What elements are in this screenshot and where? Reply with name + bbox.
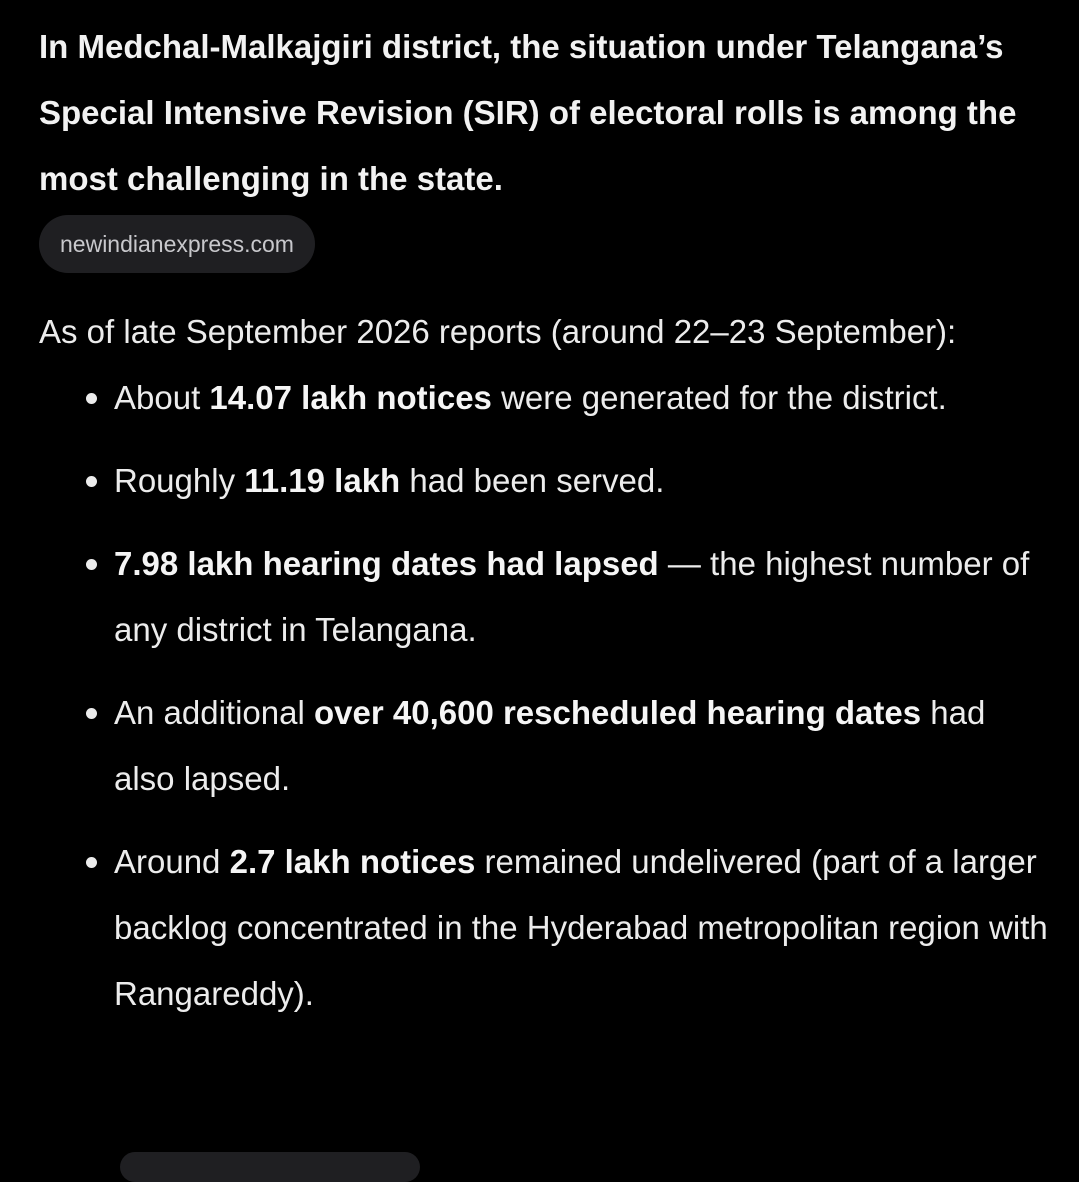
point-pre: An additional [114,694,314,731]
point-post: had also lapsed. [114,694,986,797]
response-content [39,14,1049,1044]
bullet-icon [86,857,97,868]
list-item [39,448,1049,514]
point-post: were generated for the district. [491,379,947,416]
next-source-chip[interactable] [120,1152,420,1182]
list-item [39,365,1049,431]
headline-text: In Medchal-Malkajgiri district, the situation under Telangana’s Special Intensive Revision (SIR) of electoral rolls is among the most challenging in the state. [39,28,1017,197]
list-item [39,829,1049,1027]
list-item [39,531,1049,663]
point-bold: 14.07 lakh notices [209,379,492,416]
bullet-icon [86,708,97,719]
point-post: remained undelivered (part of a larger backlog concentrated in the Hyderabad metropolitan region with Rangareddy). [114,843,1048,1012]
point-bold: 7.98 lakh hearing dates had lapsed [114,545,659,582]
point-pre: Roughly [114,462,245,499]
point-bold: over 40,600 rescheduled hearing dates [313,694,922,731]
intro-text: As of late September 2026 reports (around 22–23 September): [39,313,957,350]
point-post: — the highest number of any district in Telangana. [114,545,1030,648]
source-chip[interactable]: newindianexpress.com [39,215,315,273]
point-post: had been served. [400,462,665,499]
list-item [39,680,1049,812]
point-pre: Around [114,843,230,880]
bullet-icon [86,559,97,570]
point-bold: 11.19 lakh [244,462,401,499]
bullet-icon [86,476,97,487]
point-bold: 2.7 lakh notices [229,843,476,880]
point-pre: About [114,379,210,416]
points-list [39,365,1049,1027]
bullet-icon [86,393,97,404]
